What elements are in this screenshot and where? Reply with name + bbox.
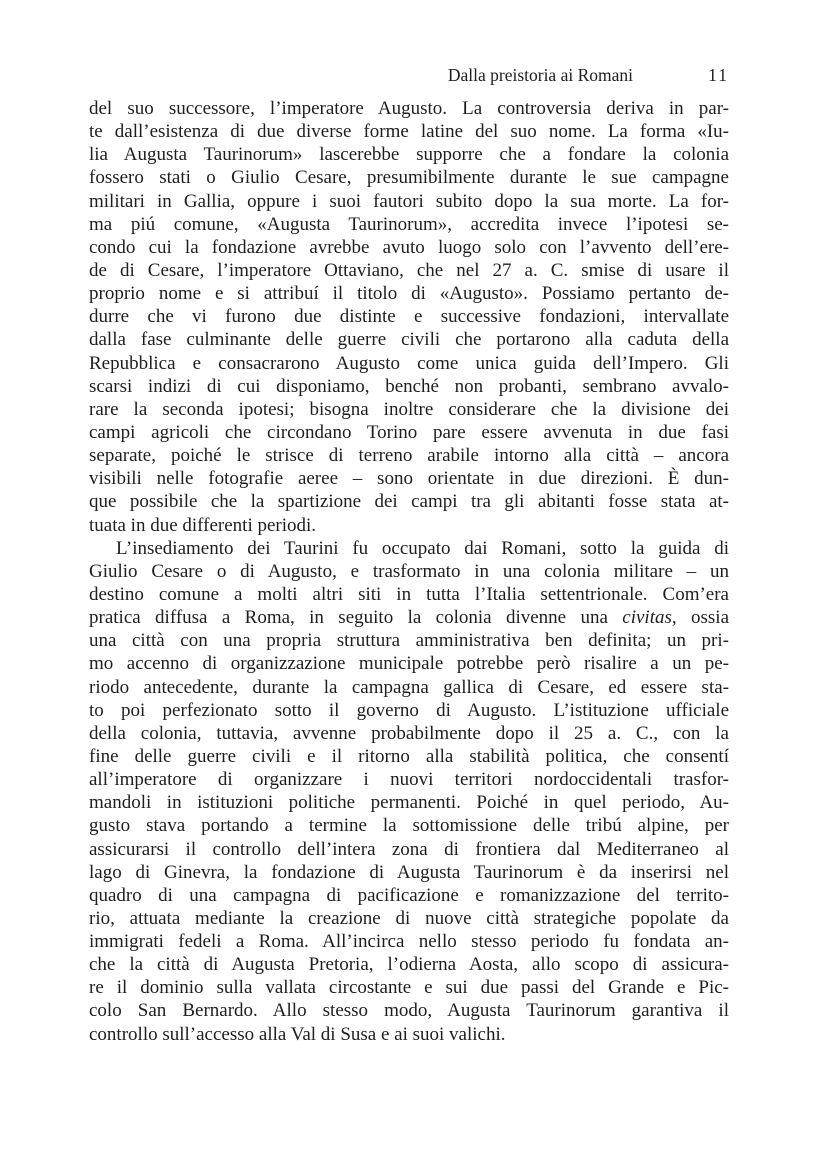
text-line: to poi perfezionato sotto il governo di Augusto. L’istituzione ufficiale [89,699,729,721]
text-line: riodo antecedente, durante la campagna gallica di Cesare, ed essere sta- [89,676,729,698]
text-line: scarsi indizi di cui disponiamo, benché non probanti, sembrano avvalo- [89,375,729,397]
text-line: durre che vi furono due distinte e successive fondazioni, intervallate [89,306,729,328]
text-line: del suo successore, l’imperatore Augusto. La controversia deriva in par- [89,98,729,119]
line-segment: pratica diffusa a Roma, in seguito la colonia divenne una [89,607,623,629]
text-line: Giulio Cesare o di Augusto, e trasformato in una colonia militare – un [89,560,729,582]
text-line: gusto stava portando a termine la sottomissione delle tribú alpine, per [89,815,729,837]
text-line: Repubblica e consacrarono Augusto come unica guida dell’Impero. Gli [89,352,729,374]
text-line: rio, attuata mediante la creazione di nuove città strategiche popolate da [89,907,729,929]
text-line-with-italic [89,606,729,629]
text-line: proprio nome e si attribuí il titolo di «Augusto». Possiamo pertanto de- [89,283,729,305]
running-head-title: Dalla preistoria ai Romani [447,65,633,85]
text-line: lago di Ginevra, la fondazione di Augusta Taurinorum è da inserirsi nel [89,861,729,883]
text-line: campi agricoli che circondano Torino pare essere avvenuta in due fasi [89,421,729,443]
text-line: mandoli in istituzioni politiche permanenti. Poiché in quel periodo, Au- [89,792,729,814]
text-line: una città con una propria struttura amministrativa ben definita; un pri- [89,630,729,652]
text-line: lia Augusta Taurinorum» lascerebbe supporre che a fondare la colonia [89,144,729,166]
text-line: militari in Gallia, oppure i suoi fautori subito dopo la sua morte. La for- [89,190,729,212]
text-line: colo San Bernardo. Allo stesso modo, Augusta Taurinorum garantiva il [89,1000,729,1022]
running-head [89,62,729,88]
text-line: te dall’esistenza di due diverse forme latine del suo nome. La forma «Iu- [89,121,729,143]
text-line: all’imperatore di organizzare i nuovi territori nordoccidentali trasfor- [89,769,729,791]
text-line: de di Cesare, l’imperatore Ottaviano, che nel 27 a. C. smise di usare il [89,259,729,281]
text-line: fine delle guerre civili e il ritorno alla stabilità politica, che consentí [89,745,729,767]
paragraph-2 [89,537,729,1046]
text-line: que possibile che la spartizione dei campi tra gli abitanti fosse stata at- [89,491,729,513]
page-number: 11 [708,65,729,85]
text-line: assicurarsi il controllo dell’intera zona di frontiera dal Mediterraneo al [89,838,729,860]
body-text [89,97,729,1046]
text-line: re il dominio sulla vallata circostante e sui due passi del Grande e Pic- [89,977,729,999]
text-line: mo accenno di organizzazione municipale potrebbe però risalire a un pe- [89,653,729,675]
text-line: rare la seconda ipotesi; bisogna inoltre considerare che la divisione dei [89,398,729,420]
text-line: dalla fase culminante delle guerre civili che portarono alla caduta della [89,329,729,351]
text-line: separate, poiché le strisce di terreno arabile intorno alla città – ancora [89,445,729,467]
text-line: quadro di una campagna di pacificazione e romanizzazione del territo- [89,884,729,906]
text-line: destino comune a molti altri siti in tutta l’Italia settentrionale. Com’era [89,583,729,605]
text-line: della colonia, tuttavia, avvenne probabilmente dopo il 25 a. C., con la [89,722,729,744]
text-line: che la città di Augusta Pretoria, l’odierna Aosta, allo scopo di assicura- [89,954,729,976]
text-line: ma piú comune, «Augusta Taurinorum», accredita invece l’ipotesi se- [89,213,729,235]
text-line: controllo sull’accesso alla Val di Susa e ai suoi valichi. [89,1023,506,1045]
text-line: L’insediamento dei Taurini fu occupato dai Romani, sotto la guida di [116,537,729,559]
paragraph-1 [89,97,729,537]
text-line: visibili nelle fotografie aeree – sono orientate in due direzioni. È dun- [89,468,729,490]
italic-word-civitas: civitas [622,607,672,629]
text-line: immigrati fedeli a Roma. All’incirca nello stesso periodo fu fondata an- [89,931,729,953]
line-segment: , ossia [671,607,730,629]
text-line: condo cui la fondazione avrebbe avuto luogo solo con l’avvento dell’ere- [89,236,729,258]
text-line: fossero stati o Giulio Cesare, presumibilmente durante le sue campagne [89,167,729,189]
text-line: tuata in due differenti periodi. [89,514,317,536]
